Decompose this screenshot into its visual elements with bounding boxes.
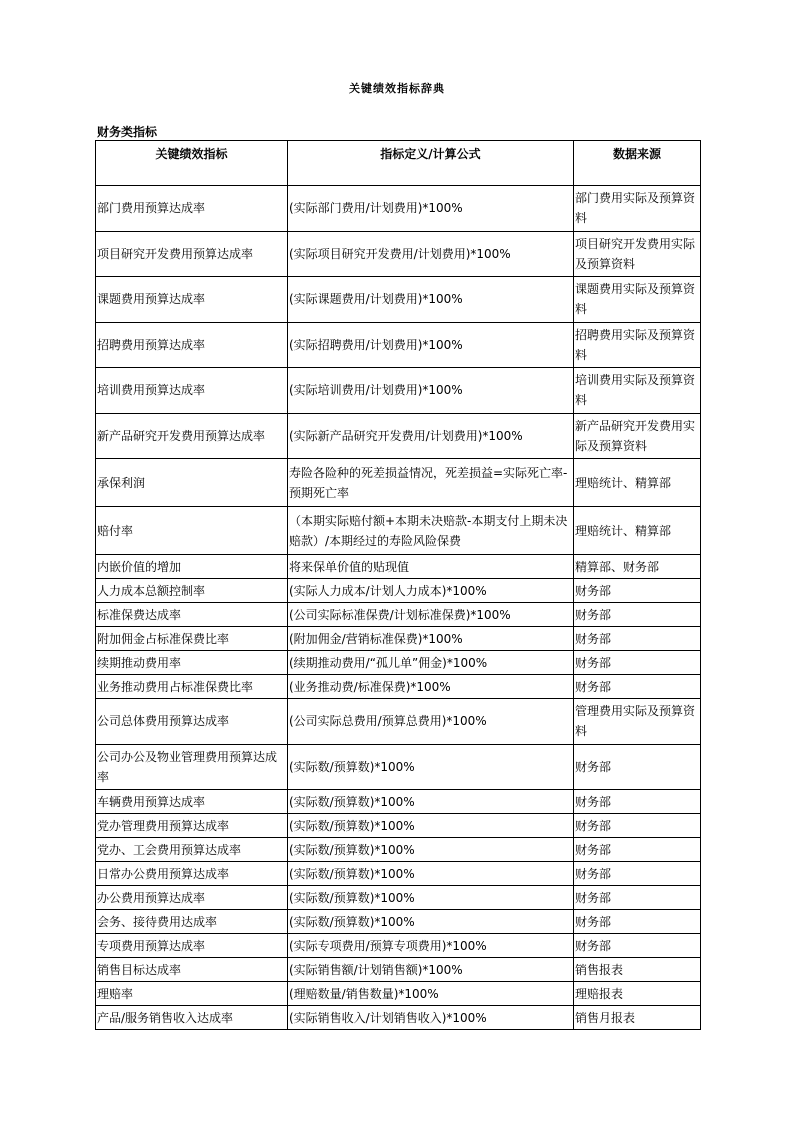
header-source: 数据来源 xyxy=(574,141,701,186)
table-row xyxy=(96,982,701,1006)
kpi-name: 办公费用预算达成率 xyxy=(96,886,288,910)
table-row xyxy=(96,186,701,232)
table-row xyxy=(96,744,701,790)
kpi-source: 财务部 xyxy=(574,675,701,699)
kpi-source: 理赔统计、精算部 xyxy=(574,507,701,555)
kpi-source: 财务部 xyxy=(574,744,701,790)
table-row xyxy=(96,368,701,414)
kpi-source: 销售月报表 xyxy=(574,1006,701,1030)
table-row xyxy=(96,579,701,603)
kpi-name: 销售目标达成率 xyxy=(96,958,288,982)
kpi-name: 党办管理费用预算达成率 xyxy=(96,814,288,838)
table-row xyxy=(96,862,701,886)
kpi-name: 附加佣金占标准保费比率 xyxy=(96,627,288,651)
kpi-name: 标准保费达成率 xyxy=(96,603,288,627)
kpi-name: 党办、工会费用预算达成率 xyxy=(96,838,288,862)
table-row xyxy=(96,603,701,627)
table-row xyxy=(96,651,701,675)
kpi-formula: (实际招聘费用/计划费用)*100% xyxy=(288,322,574,368)
kpi-name: 车辆费用预算达成率 xyxy=(96,790,288,814)
kpi-source: 财务部 xyxy=(574,603,701,627)
table-row xyxy=(96,958,701,982)
kpi-name: 理赔率 xyxy=(96,982,288,1006)
kpi-source: 部门费用实际及预算资料 xyxy=(574,186,701,232)
kpi-source: 管理费用实际及预算资料 xyxy=(574,699,701,745)
kpi-source: 财务部 xyxy=(574,790,701,814)
table-row xyxy=(96,699,701,745)
kpi-source: 财务部 xyxy=(574,579,701,603)
kpi-source: 精算部、财务部 xyxy=(574,555,701,579)
kpi-name: 会务、接待费用达成率 xyxy=(96,910,288,934)
kpi-formula: (实际数/预算数)*100% xyxy=(288,886,574,910)
kpi-source: 财务部 xyxy=(574,862,701,886)
kpi-formula: (公司实际标准保费/计划标准保费)*100% xyxy=(288,603,574,627)
kpi-formula: (实际数/预算数)*100% xyxy=(288,814,574,838)
kpi-source: 财务部 xyxy=(574,910,701,934)
kpi-name: 赔付率 xyxy=(96,507,288,555)
kpi-formula: (实际人力成本/计划人力成本)*100% xyxy=(288,579,574,603)
table-row xyxy=(96,277,701,323)
kpi-name: 日常办公费用预算达成率 xyxy=(96,862,288,886)
table-row xyxy=(96,934,701,958)
kpi-name: 招聘费用预算达成率 xyxy=(96,322,288,368)
kpi-table xyxy=(95,140,701,1030)
kpi-formula: (实际新产品研究开发费用/计划费用)*100% xyxy=(288,413,574,459)
kpi-formula: (附加佣金/营销标准保费)*100% xyxy=(288,627,574,651)
table-row xyxy=(96,507,701,555)
kpi-formula: (实际数/预算数)*100% xyxy=(288,744,574,790)
kpi-source: 财务部 xyxy=(574,838,701,862)
table-row xyxy=(96,459,701,507)
kpi-source: 招聘费用实际及预算资料 xyxy=(574,322,701,368)
kpi-source: 财务部 xyxy=(574,651,701,675)
kpi-source: 理赔统计、精算部 xyxy=(574,459,701,507)
kpi-formula: 寿险各险种的死差损益情况，死差损益=实际死亡率-预期死亡率 xyxy=(288,459,574,507)
table-row xyxy=(96,910,701,934)
kpi-formula: （本期实际赔付额+本期未决赔款-本期支付上期未决赔款）/本期经过的寿险风险保费 xyxy=(288,507,574,555)
table-header-row xyxy=(96,141,701,186)
kpi-formula: (实际课题费用/计划费用)*100% xyxy=(288,277,574,323)
kpi-name: 课题费用预算达成率 xyxy=(96,277,288,323)
kpi-formula: (实际销售收入/计划销售收入)*100% xyxy=(288,1006,574,1030)
document-title: 关键绩效指标辞典 xyxy=(349,82,445,95)
kpi-name: 内嵌价值的增加 xyxy=(96,555,288,579)
kpi-formula: (续期推动费用/“孤儿单”佣金)*100% xyxy=(288,651,574,675)
kpi-source: 财务部 xyxy=(574,934,701,958)
table-row xyxy=(96,627,701,651)
kpi-name: 续期推动费用率 xyxy=(96,651,288,675)
kpi-name: 产品/服务销售收入达成率 xyxy=(96,1006,288,1030)
kpi-formula: (实际部门费用/计划费用)*100% xyxy=(288,186,574,232)
kpi-formula: 将来保单价值的贴现值 xyxy=(288,555,574,579)
kpi-formula: (实际项目研究开发费用/计划费用)*100% xyxy=(288,231,574,277)
table-row xyxy=(96,886,701,910)
kpi-formula: (实际专项费用/预算专项费用)*100% xyxy=(288,934,574,958)
table-row xyxy=(96,814,701,838)
table-row xyxy=(96,838,701,862)
kpi-name: 业务推动费用占标准保费比率 xyxy=(96,675,288,699)
kpi-formula: (公司实际总费用/预算总费用)*100% xyxy=(288,699,574,745)
kpi-source: 财务部 xyxy=(574,627,701,651)
kpi-name: 公司办公及物业管理费用预算达成率 xyxy=(96,744,288,790)
header-formula: 指标定义/计算公式 xyxy=(288,141,574,186)
kpi-name: 人力成本总额控制率 xyxy=(96,579,288,603)
kpi-source: 新产品研究开发费用实际及预算资料 xyxy=(574,413,701,459)
kpi-formula: (理赔数量/销售数量)*100% xyxy=(288,982,574,1006)
kpi-source: 财务部 xyxy=(574,886,701,910)
kpi-formula: (实际销售额/计划销售额)*100% xyxy=(288,958,574,982)
table-row xyxy=(96,322,701,368)
kpi-source: 培训费用实际及预算资料 xyxy=(574,368,701,414)
kpi-name: 项目研究开发费用预算达成率 xyxy=(96,231,288,277)
kpi-formula: (实际数/预算数)*100% xyxy=(288,910,574,934)
kpi-name: 专项费用预算达成率 xyxy=(96,934,288,958)
table-row xyxy=(96,1006,701,1030)
kpi-source: 课题费用实际及预算资料 xyxy=(574,277,701,323)
table-row xyxy=(96,413,701,459)
table-row xyxy=(96,555,701,579)
kpi-formula: (实际数/预算数)*100% xyxy=(288,790,574,814)
table-row xyxy=(96,790,701,814)
kpi-source: 理赔报表 xyxy=(574,982,701,1006)
kpi-name: 培训费用预算达成率 xyxy=(96,368,288,414)
kpi-name: 部门费用预算达成率 xyxy=(96,186,288,232)
section-heading: 财务类指标 xyxy=(97,125,158,139)
kpi-formula: (实际数/预算数)*100% xyxy=(288,862,574,886)
kpi-formula: (实际数/预算数)*100% xyxy=(288,838,574,862)
kpi-source: 财务部 xyxy=(574,814,701,838)
header-kpi: 关键绩效指标 xyxy=(96,141,288,186)
table-row xyxy=(96,231,701,277)
kpi-name: 公司总体费用预算达成率 xyxy=(96,699,288,745)
kpi-name: 承保利润 xyxy=(96,459,288,507)
kpi-formula: (业务推动费/标准保费)*100% xyxy=(288,675,574,699)
kpi-source: 销售报表 xyxy=(574,958,701,982)
kpi-formula: (实际培训费用/计划费用)*100% xyxy=(288,368,574,414)
table-row xyxy=(96,675,701,699)
kpi-source: 项目研究开发费用实际及预算资料 xyxy=(574,231,701,277)
kpi-name: 新产品研究开发费用预算达成率 xyxy=(96,413,288,459)
